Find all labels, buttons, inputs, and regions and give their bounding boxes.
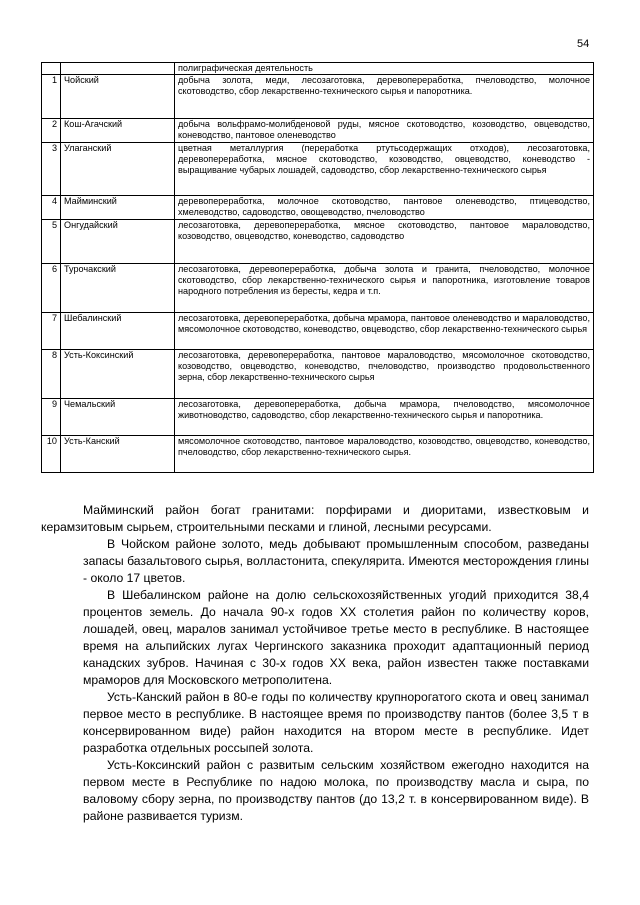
district-name: Улаганский xyxy=(61,143,175,196)
district-name: Чойский xyxy=(61,75,175,119)
district-name xyxy=(61,63,175,75)
table-row xyxy=(42,350,594,399)
row-number: 4 xyxy=(42,196,61,220)
row-number: 10 xyxy=(42,436,61,473)
row-number: 3 xyxy=(42,143,61,196)
row-number: 1 xyxy=(42,75,61,119)
row-number: 9 xyxy=(42,399,61,436)
district-activities: мясомолочное скотоводство, пантовое мараловодство, козоводство, овцеводство, коневодство, пчеловодство, сбор лекарственно-технического сырья. xyxy=(175,436,594,473)
row-number: 6 xyxy=(42,264,61,313)
paragraph-maiminsky: Майминский район богат гранитами: порфирами и диоритами, известковым и керамзитовым сырьем, строительными песками и глиной, лесными ресурсами. xyxy=(41,503,589,534)
table-row xyxy=(42,63,594,75)
paragraph-choysky: В Чойском районе золото, медь добывают промышленным способом, разведаны запасы базальтового сырья, волластонита, спекулярита. Имеются месторождения глины - около 17 цветов. xyxy=(83,537,589,585)
district-activities: лесозаготовка, деревопереработка, пантовое мараловодство, мясомолочное скотоводство, козоводство, овцеводство, коневодство, пчеловодство, производство продовольственного зерна, сбор лекарственно-технического сырья xyxy=(175,350,594,399)
district-activities: лесозаготовка, деревопереработка, добыча мрамора, пчеловодство, мясомолочное животноводство, садоводство, сбор лекарственно-технического сырья и папоротника. xyxy=(175,399,594,436)
page-number: 54 xyxy=(577,38,590,50)
district-activities: лесозаготовка, деревопереработка, мясное скотоводство, пантовое мараловодство, козоводство, овцеводство, коневодство, садоводство xyxy=(175,220,594,264)
table-row xyxy=(42,119,594,143)
table-row xyxy=(42,264,594,313)
row-number: 8 xyxy=(42,350,61,399)
row-number: 5 xyxy=(42,220,61,264)
district-activities: деревопереработка, молочное скотоводство, пантовое оленеводство, птицеводство, хмелеводство, садоводство, овощеводство, пчеловодство xyxy=(175,196,594,220)
paragraph-shebalinsky: В Шебалинском районе на долю сельскохозяйственных угодий приходится 38,4 процентов земель. До начала 90-х годов XX столетия район по количеству коров, лошадей, овец, маралов занимал устойчивое третье место в республике. В настоящее время на альпийских лугах Чергинского заказника проходит адаптационный период канадских зубров. Начиная с 30-х годов XX века, район известен также поставками мраморов для Московского метрополитена. xyxy=(83,588,589,687)
district-name: Усть-Коксинский xyxy=(61,350,175,399)
districts-table xyxy=(41,62,594,473)
district-activities: добыча вольфрамо-молибденовой руды, мясное скотоводство, козоводство, овцеводство, коневодство, пантовое оленеводство xyxy=(175,119,594,143)
table-row xyxy=(42,220,594,264)
district-name: Чемальский xyxy=(61,399,175,436)
district-activities: лесозаготовка, деревопереработка, добыча мрамора, пантовое оленеводство и мараловодство, мясомолочное скотоводство, коневодство, овцеводство, сбор лекарственно-технического сырья xyxy=(175,313,594,350)
district-name: Онгудайский xyxy=(61,220,175,264)
body-text xyxy=(41,502,589,825)
district-activities: полиграфическая деятельность xyxy=(175,63,594,75)
row-number: 7 xyxy=(42,313,61,350)
table-row xyxy=(42,143,594,196)
district-activities: лесозаготовка, деревопереработка, добыча золота и гранита, пчеловодство, молочное скотоводство, сбор лекарственно-технического сырья и папоротника, изготовление товаров народного потребления из бересты, кедра и т.п. xyxy=(175,264,594,313)
district-name: Шебалинский xyxy=(61,313,175,350)
table-row xyxy=(42,75,594,119)
district-activities: добыча золота, меди, лесозаготовка, деревопереработка, пчеловодство, молочное скотоводство, сбор лекарственно-технического сырья и папоротника. xyxy=(175,75,594,119)
district-name: Кош-Агачский xyxy=(61,119,175,143)
table-row xyxy=(42,196,594,220)
district-name: Турочакский xyxy=(61,264,175,313)
row-number xyxy=(42,63,61,75)
table-row xyxy=(42,313,594,350)
row-number: 2 xyxy=(42,119,61,143)
district-name: Майминский xyxy=(61,196,175,220)
table-row xyxy=(42,436,594,473)
district-name: Усть-Канский xyxy=(61,436,175,473)
district-activities: цветная металлургия (переработка ртутьсодержащих отходов), лесозаготовка, деревопереработка, мясное скотоводство, козоводство, овцеводство, коневодство - выращивание чубарых лошадей, садоводство, сбор лекарственно-технического сырья xyxy=(175,143,594,196)
table-row xyxy=(42,399,594,436)
paragraph-ust-koksinsky: Усть-Коксинский район с развитым сельским хозяйством ежегодно находится на первом месте в Республике по надою молока, по производству масла и сыра, по валовому сбору зерна, по производству пантов (до 13,2 т. в консервированном виде). В районе развивается туризм. xyxy=(83,758,589,823)
paragraph-ust-kansky: Усть-Канский район в 80-е годы по количеству крупнорогатого скота и овец занимал первое место в республике. В настоящее время по производству пантов (более 3,5 т в консервированном виде) район находится на втором месте в республике. Идет разработка отдельных россыпей золота. xyxy=(83,690,589,755)
